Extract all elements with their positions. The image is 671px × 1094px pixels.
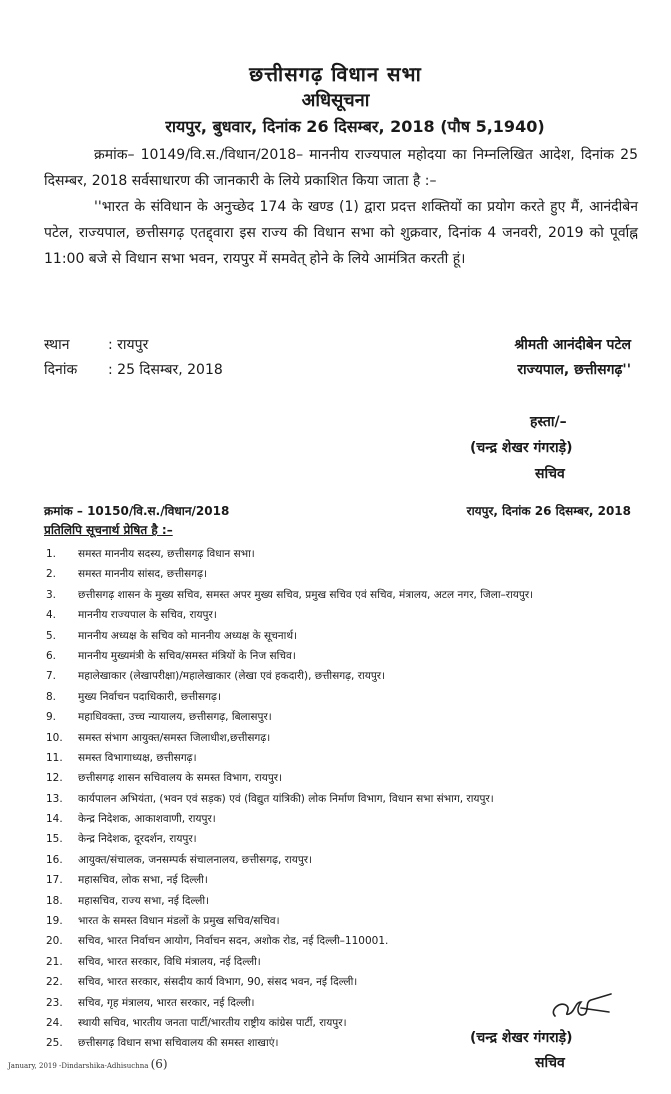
list-item	[44, 931, 644, 951]
list-item-number: 13.	[46, 792, 63, 805]
document-dateline: रायपुर, बुधवार, दिनांक 26 दिसम्बर, 2018 (पौष 5,1940)	[165, 117, 545, 136]
list-item	[44, 666, 644, 686]
list-item-text: स्थायी सचिव, भारतीय जनता पार्टी/भारतीय राष्ट्रीय कांग्रेस पार्टी, रायपुर।	[78, 1016, 347, 1029]
list-item	[44, 850, 644, 870]
list-item-text: मुख्य निर्वाचन पदाधिकारी, छत्तीसगढ़।	[78, 690, 221, 703]
list-item	[44, 952, 644, 972]
list-item-number: 11.	[46, 751, 63, 764]
governor-designation: राज्यपाल, छत्तीसगढ़''	[517, 362, 631, 378]
list-item-text: छत्तीसगढ़ शासन के मुख्य सचिव, समस्त अपर मुख्य सचिव, प्रमुख सचिव एवं सचिव, मंत्रालय, अटल नगर, जिला–रायपुर।	[78, 588, 534, 601]
list-item-text: आयुक्त/संचालक, जनसम्पर्क संचालनालय, छत्तीसगढ़, रायपुर।	[78, 853, 313, 866]
list-item-number: 19.	[46, 915, 63, 928]
governor-name: श्रीमती आनंदीबेन पटेल	[514, 337, 631, 353]
list-item-number: 24.	[46, 1016, 63, 1029]
list-item	[44, 728, 644, 748]
page-number: (6)	[150, 1057, 168, 1071]
list-item-number: 8.	[46, 690, 57, 703]
copy-heading: प्रतिलिपि सूचनार्थ प्रेषित है :–	[44, 523, 173, 537]
list-item	[44, 870, 644, 890]
list-item-text: समस्त संभाग आयुक्त/समस्त जिलाधीश,छत्तीसगढ़।	[78, 731, 271, 744]
secretary-designation-final: सचिव	[535, 1055, 565, 1071]
list-item-text: सचिव, गृह मंत्रालय, भारत सरकार, नई दिल्ली।	[78, 996, 255, 1009]
footer-text: January, 2019 -Dindarshika-Adhisuchna	[8, 1062, 149, 1070]
document-subtitle: अधिसूचना	[301, 90, 370, 111]
order-paragraph: क्रमांक– 10149/वि.स./विधान/2018– माननीय राज्यपाल महोदया का निम्नलिखित आदेश, दिनांक 25 दिसम्बर, 2018 सर्वसाधारण की जानकारी के लिये प्रकाशित किया जाता है :–	[44, 147, 638, 189]
list-item-text: समस्त विभागाध्यक्ष, छत्तीसगढ़।	[78, 751, 197, 764]
list-item-text: माननीय मुख्यमंत्री के सचिव/समस्त मंत्रियों के निज सचिव।	[78, 649, 296, 662]
document-title: छत्तीसगढ़ विधान सभा	[249, 62, 422, 86]
list-item-number: 15.	[46, 833, 63, 846]
list-item-number: 3.	[46, 588, 57, 601]
list-item-number: 20.	[46, 935, 63, 948]
list-item-number: 21.	[46, 955, 63, 968]
list-item-number: 14.	[46, 813, 63, 826]
list-item	[44, 911, 644, 931]
list-item	[44, 707, 644, 727]
list-item-number: 17.	[46, 874, 63, 887]
list-item-text: छत्तीसगढ़ शासन सचिवालय के समस्त विभाग, रायपुर।	[78, 772, 283, 785]
list-item	[44, 789, 644, 809]
governor-order-paragraph: ''भारत के संविधान के अनुच्छेद 174 के खण्ड (1) द्वारा प्रदत्त शक्तियों का प्रयोग करते हुए मैं, आनंदीबेन पटेल, राज्यपाल, छत्तीसगढ़ एतद्द्वारा इस राज्य की विधान सभा को शुक्रवार, दिनांक 4 जनवरी, 2019 को पूर्वाह्न 11:00 बजे से विधान सभा भवन, रायपुर में समवेत् होने के लिये आमंत्रित करती हूं।	[44, 199, 638, 267]
list-item	[44, 891, 644, 911]
distribution-list	[44, 544, 644, 1054]
list-item-number: 18.	[46, 894, 63, 907]
list-item-text: सचिव, भारत सरकार, विधि मंत्रालय, नई दिल्ली।	[78, 955, 261, 968]
list-item-number: 25.	[46, 1037, 63, 1050]
list-item	[44, 646, 644, 666]
list-item	[44, 687, 644, 707]
list-item-number: 23.	[46, 996, 63, 1009]
list-item-text: छत्तीसगढ़ विधान सभा सचिवालय की समस्त शाखाएं।	[78, 1037, 279, 1050]
list-item-number: 12.	[46, 772, 63, 785]
list-item-text: भारत के समस्त विधान मंडलों के प्रमुख सचिव/सचिव।	[78, 915, 280, 928]
list-item-number: 16.	[46, 853, 63, 866]
list-item	[44, 585, 644, 605]
list-item-text: महासचिव, लोक सभा, नई दिल्ली।	[78, 874, 208, 887]
list-item-text: माननीय राज्यपाल के सचिव, रायपुर।	[78, 609, 217, 622]
list-item	[44, 564, 644, 584]
list-item-text: महालेखाकार (लेखापरीक्षा)/महालेखाकार (लेखा एवं हकदारी), छत्तीसगढ़, रायपुर।	[78, 670, 386, 683]
list-item	[44, 809, 644, 829]
list-item-number: 1.	[46, 548, 57, 560]
date-label: दिनांक	[44, 362, 78, 378]
list-item-text: सचिव, भारत सरकार, संसदीय कार्य विभाग, 90, संसद भवन, नई दिल्ली।	[78, 976, 358, 989]
signed-mark: हस्ता/–	[530, 414, 567, 430]
list-item	[44, 768, 644, 788]
list-item-number: 4.	[46, 609, 57, 622]
list-item-number: 6.	[46, 649, 57, 662]
place-value: : रायपुर	[108, 337, 149, 353]
list-item-number: 5.	[46, 629, 57, 642]
list-item-text: केन्द्र निदेशक, आकाशवाणी, रायपुर।	[78, 813, 216, 826]
place-label: स्थान	[44, 337, 70, 353]
list-item	[44, 544, 644, 564]
secretary-name: (चन्द्र शेखर गंगराड़े)	[470, 440, 573, 456]
list-item	[44, 748, 644, 768]
list-item-text: माननीय अध्यक्ष के सचिव को माननीय अध्यक्ष के सूचनार्थ।	[78, 629, 298, 642]
list-item	[44, 829, 644, 849]
list-item-number: 9.	[46, 711, 57, 724]
list-item-number: 10.	[46, 731, 63, 744]
copy-ref-date: रायपुर, दिनांक 26 दिसम्बर, 2018	[466, 504, 631, 518]
list-item-text: महासचिव, राज्य सभा, नई दिल्ली।	[78, 894, 210, 907]
copy-ref-number: क्रमांक – 10150/वि.स./विधान/2018	[44, 504, 230, 518]
list-item-text: समस्त माननीय सांसद, छत्तीसगढ़।	[78, 568, 207, 581]
list-item-number: 22.	[46, 976, 63, 989]
handwritten-signature	[545, 990, 615, 1024]
list-item-text: सचिव, भारत निर्वाचन आयोग, निर्वाचन सदन, अशोक रोड, नई दिल्ली–110001.	[78, 935, 389, 948]
list-item-text: कार्यपालन अभियंता, (भवन एवं सड़क) एवं (विद्युत यांत्रिकी) लोक निर्माण विभाग, विधान सभा संभाग, रायपुर।	[78, 792, 494, 805]
page-footer	[8, 1057, 168, 1071]
list-item-text: महाधिवक्ता, उच्च न्यायालय, छत्तीसगढ़, बिलासपुर।	[78, 711, 272, 724]
list-item-number: 2.	[46, 568, 57, 581]
list-item	[44, 626, 644, 646]
list-item-text: समस्त माननीय सदस्य, छत्तीसगढ़ विधान सभा।	[78, 548, 255, 560]
list-item-text: केन्द्र निदेशक, दूरदर्शन, रायपुर।	[78, 833, 197, 846]
list-item	[44, 605, 644, 625]
secretary-designation: सचिव	[535, 466, 565, 482]
secretary-name-final: (चन्द्र शेखर गंगराड़े)	[470, 1030, 573, 1046]
date-value: : 25 दिसम्बर, 2018	[108, 362, 223, 378]
list-item-number: 7.	[46, 670, 57, 683]
